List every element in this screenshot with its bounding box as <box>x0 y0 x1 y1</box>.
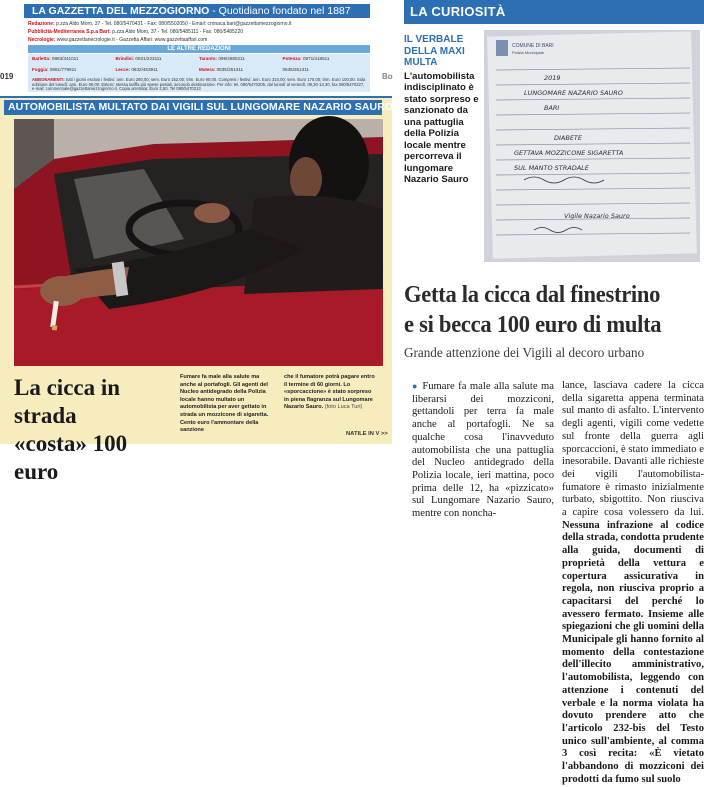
year-fragment: 019 <box>0 72 14 81</box>
article-body <box>404 380 704 785</box>
redazione-entry: Barletta: 0883/341011 <box>32 56 79 61</box>
paper-tagline: - Quotidiano fondato nel 1887 <box>212 5 351 17</box>
masthead-pubblicita-line: Pubblicità-Mediterranea S.p.a Bari: p.zza Aldo Moro, 37 - Tel. 080/5485111 - Fax: 080/5485220 <box>28 29 244 35</box>
body-column-2: lance, lasciava cadere la cicca della sigaretta appena terminata sul manto di asfalto. L'intervento degli agenti, vigili come vedette sul fronte della guerra agli sporcaccioni, è stato immediato e inesorabile. Davanti alle richieste dei vigili l'automobilista-fumatore è rimasto inizialmente turbato, sbigottito. Non riusciva a capire cosa volessero da lui. Nessuna infrazione al codice della strada, condotta prudente alla guida, documenti di proprietà della vettura e copertura assicurativa in regola, non riusciva proprio a capacitarsi del perché lo avessero fermato. Insieme alle spiegazioni che gli uomini della Municipale gli hanno fornito al momento della contestazione dell'illecito amministrativo, l'automobilista, leggendo con attenzione i contenuti del verbale e la norma violata ha dovuto prendere atto che l'articolo 232-bis del Testo unico sull'ambiente, al comma 3 così recita: «È vietato l'abbandono di mozziconi dei prodotti da fumo sul suolo <box>562 380 704 785</box>
main-headline: Getta la cicca dal finestrino e si becca 100 euro di multa <box>404 281 662 338</box>
left-body-col2: che il fumatore potrà pagare entro il termine di 60 giorni. Lo «sporcaccione» è stato sorpreso in piena flagranza sul Lungomare Nazario Sauro. (foto Luca Turi) <box>284 374 375 411</box>
sidebar-text: L'automobilista indisciplinato è stato sorpreso e sanzionato da una pattuglia della Polizia locale mentre percorreva il lungomare Nazario Sauro <box>404 70 479 185</box>
section-header: LA CURIOSITÀ <box>404 0 704 24</box>
verbale-document-photo <box>484 30 700 262</box>
verbale-illustration <box>484 30 700 262</box>
verbale-hand-4: DIABETE <box>554 134 583 142</box>
verbale-hand-1: 2019 <box>544 74 561 82</box>
car-smoker-photo <box>14 119 383 366</box>
paper-name: LA GAZZETTA DEL MEZZOGIORNO <box>32 5 210 17</box>
photo-caption-sidebar <box>404 34 480 186</box>
verbale-hand-2: LUNGOMARE NAZARIO SAURO <box>524 89 623 97</box>
masthead-redazione-line: Redazione: p.zza Aldo Moro, 37 - Tel. 080/5470431 - Fax: 080/5502050 - Email: cronaca.bari@gazzettamezzogiorno.it <box>28 21 292 27</box>
redazione-entry: Lecce: 0832/463911 <box>115 67 158 72</box>
bullet-dot-icon: ● <box>412 381 419 391</box>
left-body-col1: Fumare fa male alla salute ma anche al portafogli. Gli agenti del Nucleo antidegrado della Polizia locale hanno multato un automobilista per aver gettato in strada un mozzicone di sigaretta. Cento euro l'ammontare della sanzione <box>180 374 269 434</box>
edge-fragment: Bo <box>382 72 393 81</box>
redazione-entry: 0835/251311 <box>282 67 309 72</box>
verbale-hand-5: GETTAVA MOZZICONE SIGARETTA <box>514 149 624 157</box>
redazione-entry: Brindisi: 0831/223111 <box>115 56 162 61</box>
masthead-necrologie-line: Necrologie: www.gazzettanecrologie.it - Gazzetta Affari: www.gazzettaaffari.com <box>28 37 208 43</box>
verbale-hand-3: BARI <box>544 104 560 112</box>
photo-credit: (foto Luca Turi) <box>324 404 363 411</box>
altre-redazioni-grid <box>28 54 370 78</box>
altre-redazioni-band: LE ALTRE REDAZIONI <box>28 45 370 53</box>
abbonamenti-text: ABBONAMENTI: tutti i giorni esclusi i festivi: ann. Euro 260,00; sem. Euro 152,00; trim. Euro 90,00. Compresi i festivi: ann. Euro 310,00; sem. Euro 175,00; trim. Euro 100,00. Sola edizione del lunedì: ann. Euro 60,00. Estero: stessa tariffa più spese postali, secondo destinazione. Per info: tel. 080/5470205, dal lunedì al venerdì, 09,30-13,30, fax 080/5470227, e-mail: commerciale@gazzettamezzogiorno.it. Copia arretrata: Euro 2,50. Tel 080/5470213 <box>28 78 370 92</box>
redazione-entry: Taranto: 099/4580211 <box>199 56 245 61</box>
body-column-1: ● Fumare fa male alla salute ma liberarsi dei mozziconi, gettandoli per terra fa male anche al portafogli. Ne sa qualche cosa l'inavveduto automobilista che una pattuglia del Nucleo antidegrado della Polizia locale, ieri mattina, poco prima delle 12, ha «pizzicato» sul Lungomare Nazario Sauro, mentre con noncha- <box>412 381 554 520</box>
sub-headline: Grande attenzione dei Vigili al decoro urbano <box>404 346 645 361</box>
newspaper-masthead <box>0 0 396 92</box>
verbale-hand-6: SUL MANTO STRADALE <box>514 164 589 172</box>
redazione-entry: Foggia: 0881/779911 <box>32 67 77 72</box>
verbale-hand-7: Vigile Nazario Sauro <box>564 212 630 220</box>
continue-link: NATILE IN V >> <box>346 431 388 437</box>
masthead-title-bar <box>24 4 370 18</box>
redazione-entry: Matera: 0835/251311 <box>199 67 244 72</box>
front-page-article <box>0 96 394 484</box>
redazione-entry: Potenza: 0971/418511 <box>282 56 330 61</box>
article-kicker: AUTOMOBILISTA MULTATO DAI VIGILI SUL LUNGOMARE NAZARIO SAURO <box>4 100 382 115</box>
photo-illustration <box>14 119 383 366</box>
verbale-subheader: Polizia Municipale <box>512 50 545 55</box>
sidebar-title: IL VERBALE DELLA MAXI MULTA <box>404 34 465 68</box>
verbale-header: COMUNE DI BARI <box>512 43 554 49</box>
curiosita-article <box>404 0 704 785</box>
left-headline: La cicca in strada «costa» 100 euro <box>14 375 128 484</box>
